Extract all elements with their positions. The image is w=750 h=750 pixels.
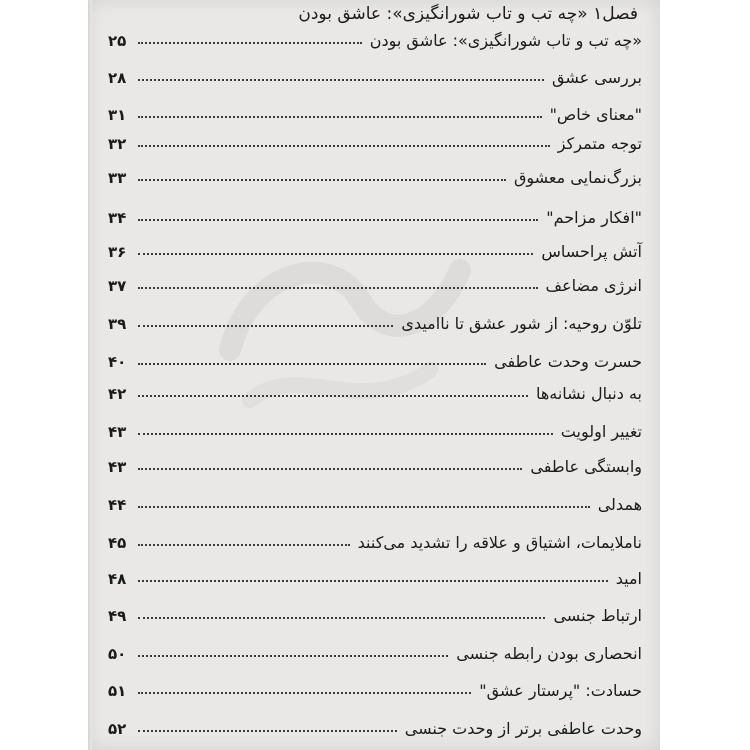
toc-entry-title: "معنای خاص": [549, 105, 642, 124]
toc-entry: [108, 123, 642, 153]
toc-entry-page-number: ۳۶: [108, 243, 127, 261]
toc-entry-page-number: ۴۰: [108, 353, 127, 371]
dot-leader: [138, 468, 522, 470]
toc-entry-title: تغییر اولویت: [560, 422, 642, 441]
toc-entry: [108, 303, 642, 333]
toc-entry-title: آتش پراحساس: [541, 242, 642, 261]
dot-leader: [138, 42, 362, 44]
toc-entry: [108, 484, 642, 514]
dot-leader: [138, 433, 553, 435]
toc-entry-page-number: ۳۴: [108, 209, 127, 227]
toc-entry-page-number: ۳۷: [108, 277, 127, 295]
toc-entry-page-number: ۳۱: [108, 106, 127, 124]
dot-leader: [138, 287, 538, 289]
toc-entry: [108, 633, 642, 663]
toc-entry-title: ناملایمات، اشتیاق و علاقه را تشدید می‌کنند: [357, 533, 642, 552]
toc-entry-page-number: ۵۰: [108, 645, 127, 663]
toc-entry: [108, 20, 642, 50]
toc-entry: [108, 708, 642, 738]
toc-entry-title: حسرت وحدت عاطفی: [494, 352, 642, 371]
toc-entry-title: بزرگ‌نمایی معشوق: [513, 168, 642, 187]
toc-entry-page-number: ۴۴: [108, 496, 127, 514]
toc-entry: [108, 670, 642, 700]
dot-leader: [138, 730, 397, 732]
toc-entry-title: انحصاری بودن رابطه جنسی: [456, 644, 642, 663]
toc-entry-title: حسادت: "پرستار عشق": [479, 681, 642, 700]
dot-leader: [138, 692, 471, 694]
dot-leader: [138, 325, 393, 327]
dot-leader: [138, 617, 545, 619]
page-edge: [88, 0, 92, 750]
toc-entry: [108, 57, 642, 87]
toc-entry: [108, 558, 642, 588]
toc-entry-page-number: ۳۳: [108, 169, 127, 187]
dot-leader: [138, 145, 550, 147]
toc-entry-page-number: ۴۳: [108, 458, 127, 476]
toc-entry: [108, 595, 642, 625]
toc-entry-title: به دنبال نشانه‌ها: [535, 384, 642, 403]
toc-entry: [108, 265, 642, 295]
toc-entry: [108, 522, 642, 552]
toc-entry-page-number: ۴۳: [108, 423, 127, 441]
dot-leader: [138, 253, 533, 255]
dot-leader: [138, 363, 486, 365]
toc-entry-title: ارتباط جنسی: [553, 606, 642, 625]
toc-entry-page-number: ۵۲: [108, 720, 127, 738]
toc-entry-title: امید: [615, 569, 642, 588]
toc-entry-page-number: ۲۵: [108, 32, 127, 50]
toc-entry-page-number: ۳۹: [108, 315, 127, 333]
toc-entry-page-number: ۳۲: [108, 135, 127, 153]
toc-entry: [108, 197, 642, 227]
toc-entry-title: توجه متمرکز: [557, 134, 642, 153]
dot-leader: [138, 506, 590, 508]
dot-leader: [138, 580, 608, 582]
toc-entry: [108, 411, 642, 441]
toc-entry: [108, 157, 642, 187]
dot-leader: [138, 79, 544, 81]
faded-emblem-watermark: [190, 230, 490, 440]
dot-leader: [138, 655, 448, 657]
toc-entry-title: وابستگی عاطفی: [530, 457, 642, 476]
toc-entry-page-number: ۴۸: [108, 570, 127, 588]
toc-entry-title: "افکار مزاحم": [546, 208, 642, 227]
toc-entry: [108, 94, 642, 124]
toc-entry-page-number: ۴۲: [108, 385, 127, 403]
toc-entry-title: انرژی مضاعف: [545, 276, 642, 295]
toc-entry-title: همدلی: [597, 495, 642, 514]
dot-leader: [138, 395, 528, 397]
toc-entry: [108, 373, 642, 403]
dot-leader: [138, 219, 538, 221]
toc-entry-title: «چه تب و تاب شورانگیزی»: عاشق بودن: [369, 31, 642, 50]
toc-entry-page-number: ۴۵: [108, 534, 127, 552]
toc-entry-title: تلوّن روحیه: از شور عشق تا ناامیدی: [401, 314, 642, 333]
toc-entry: [108, 341, 642, 371]
toc-entry-title: وحدت عاطفی برتر از وحدت جنسی: [404, 719, 642, 738]
dot-leader: [138, 544, 350, 546]
dot-leader: [138, 116, 542, 118]
dot-leader: [138, 179, 506, 181]
toc-entry-title: بررسی عشق: [552, 68, 642, 87]
toc-entry-page-number: ۴۹: [108, 607, 127, 625]
chapter-heading-text: فصل۱ «چه تب و تاب شورانگیزی»: عاشق بودن: [298, 4, 638, 24]
toc-entry: [108, 446, 642, 476]
toc-entry-page-number: ۲۸: [108, 69, 127, 87]
toc-entry: [108, 231, 642, 261]
toc-entry-page-number: ۵۱: [108, 682, 127, 700]
